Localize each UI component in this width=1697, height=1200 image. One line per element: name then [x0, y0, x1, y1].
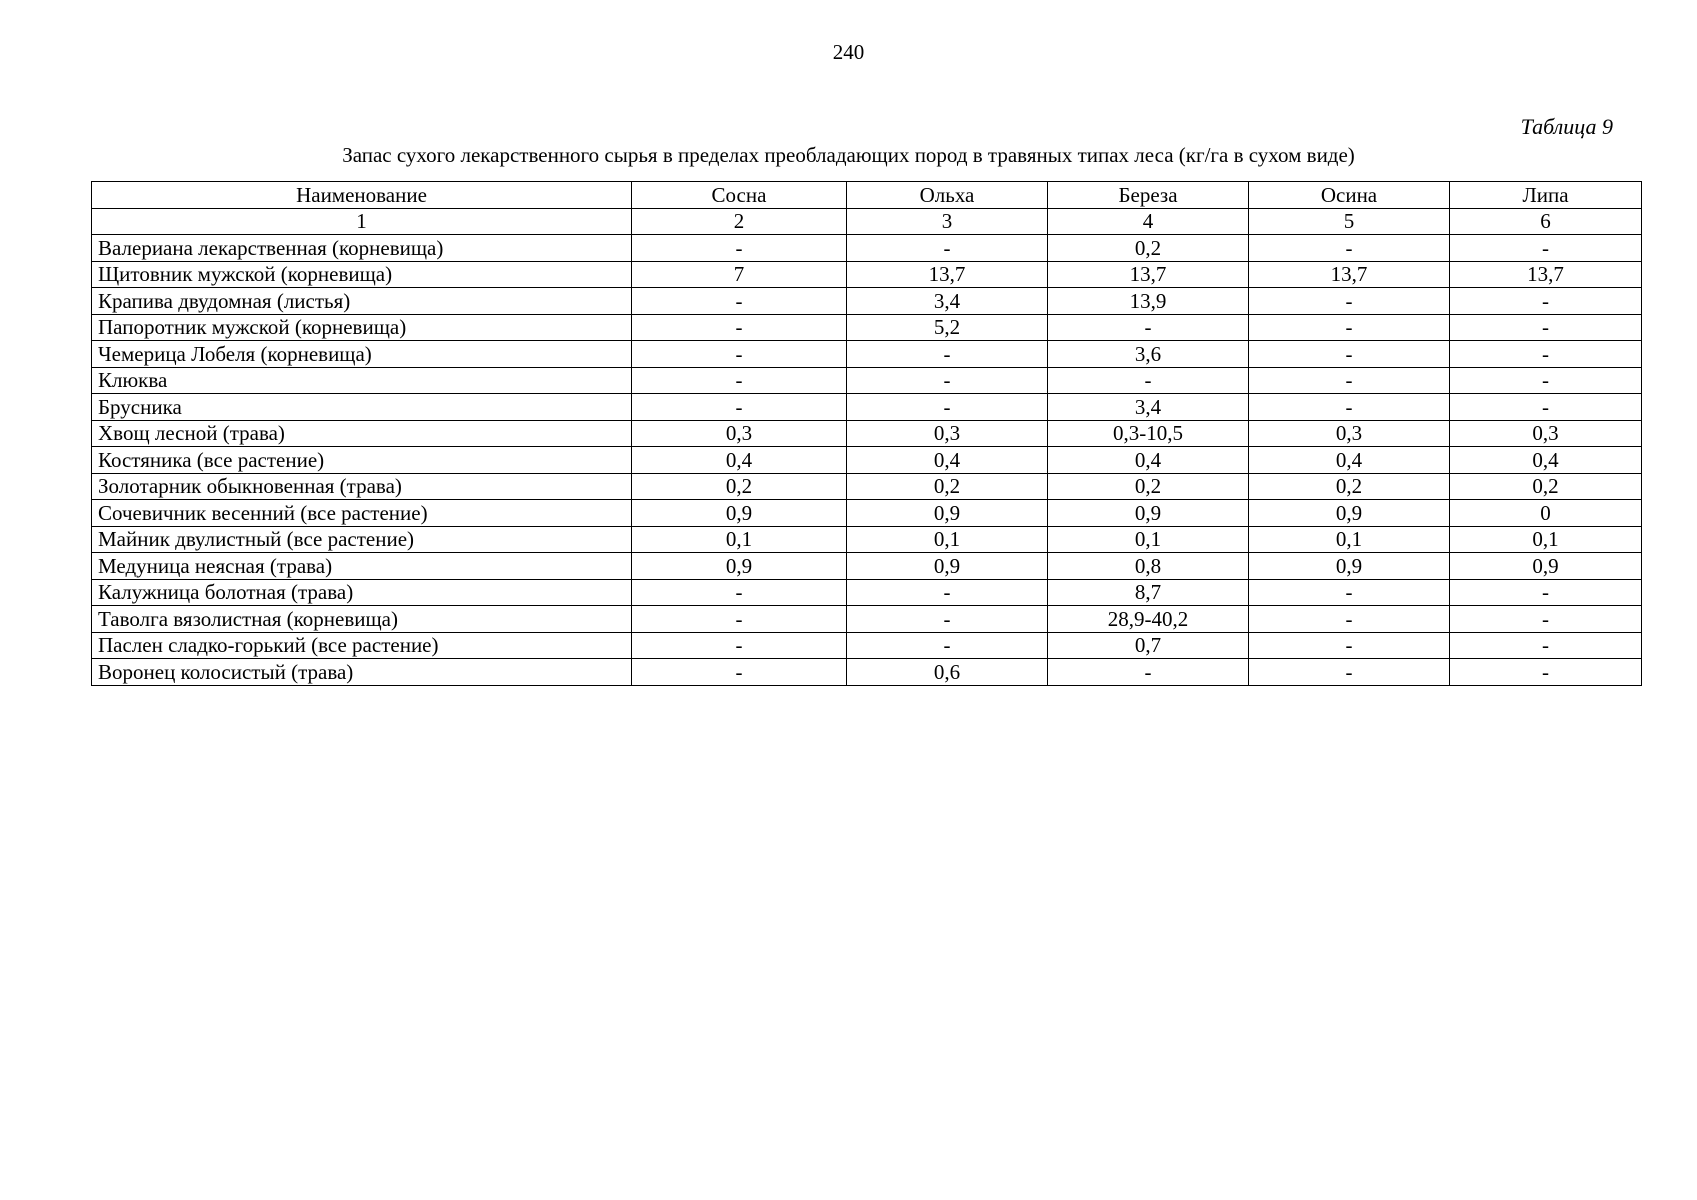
table-row	[92, 632, 1642, 659]
value-cell: 13,7	[1048, 261, 1249, 288]
column-number: 4	[1048, 208, 1249, 235]
value-cell: -	[1450, 632, 1642, 659]
plant-name-cell: Чемерица Лобеля (корневища)	[92, 341, 632, 368]
value-cell: 28,9-40,2	[1048, 606, 1249, 633]
value-cell: 0,1	[1450, 526, 1642, 553]
table-row	[92, 314, 1642, 341]
plant-name-cell: Валериана лекарственная (корневища)	[92, 235, 632, 262]
value-cell: -	[632, 579, 847, 606]
table-row	[92, 500, 1642, 527]
value-cell: -	[1450, 314, 1642, 341]
table-row	[92, 288, 1642, 315]
value-cell: 0,9	[632, 553, 847, 580]
plant-name-cell: Майник двулистный (все растение)	[92, 526, 632, 553]
value-cell: 0,2	[1450, 473, 1642, 500]
value-cell: -	[632, 288, 847, 315]
table-row	[92, 420, 1642, 447]
header-pine: Сосна	[632, 182, 847, 209]
value-cell: -	[1249, 235, 1450, 262]
header-name: Наименование	[92, 182, 632, 209]
value-cell: 0,3	[632, 420, 847, 447]
value-cell: 3,4	[1048, 394, 1249, 421]
value-cell: 0,1	[1048, 526, 1249, 553]
value-cell: -	[1450, 659, 1642, 686]
value-cell: 0,9	[847, 500, 1048, 527]
value-cell: -	[1249, 341, 1450, 368]
plant-name-cell: Таволга вязолистная (корневища)	[92, 606, 632, 633]
value-cell: 13,9	[1048, 288, 1249, 315]
value-cell: -	[847, 579, 1048, 606]
value-cell: 0,1	[632, 526, 847, 553]
value-cell: -	[847, 632, 1048, 659]
value-cell: -	[632, 394, 847, 421]
value-cell: 0,3	[1450, 420, 1642, 447]
value-cell: 0,9	[1249, 500, 1450, 527]
plant-name-cell: Щитовник мужской (корневища)	[92, 261, 632, 288]
value-cell: -	[1450, 606, 1642, 633]
plant-name-cell: Папоротник мужской (корневища)	[92, 314, 632, 341]
value-cell: -	[1249, 394, 1450, 421]
value-cell: 0,9	[847, 553, 1048, 580]
header-aspen: Осина	[1249, 182, 1450, 209]
value-cell: -	[1249, 288, 1450, 315]
table-row	[92, 473, 1642, 500]
plant-name-cell: Костяника (все растение)	[92, 447, 632, 474]
page-number: 240	[832, 40, 865, 64]
value-cell: 0,3-10,5	[1048, 420, 1249, 447]
value-cell: -	[1450, 394, 1642, 421]
value-cell: -	[847, 394, 1048, 421]
value-cell: 0,4	[1450, 447, 1642, 474]
value-cell: 0,2	[1048, 235, 1249, 262]
value-cell: 0,4	[632, 447, 847, 474]
value-cell: 0,4	[1048, 447, 1249, 474]
value-cell: 0,1	[847, 526, 1048, 553]
value-cell: 3,6	[1048, 341, 1249, 368]
value-cell: 0,4	[847, 447, 1048, 474]
plant-name-cell: Золотарник обыкновенная (трава)	[92, 473, 632, 500]
value-cell: -	[1450, 367, 1642, 394]
value-cell: -	[1450, 235, 1642, 262]
value-cell: -	[1048, 367, 1249, 394]
raw-materials-table	[91, 181, 1642, 686]
value-cell: -	[1249, 606, 1450, 633]
value-cell: 0,2	[1048, 473, 1249, 500]
value-cell: 0,8	[1048, 553, 1249, 580]
value-cell: 0,9	[632, 500, 847, 527]
value-cell: 0	[1450, 500, 1642, 527]
value-cell: -	[847, 367, 1048, 394]
table-row	[92, 553, 1642, 580]
value-cell: -	[1249, 659, 1450, 686]
header-linden: Липа	[1450, 182, 1642, 209]
table-row	[92, 367, 1642, 394]
value-cell: -	[1450, 579, 1642, 606]
value-cell: -	[632, 606, 847, 633]
plant-name-cell: Сочевичник весенний (все растение)	[92, 500, 632, 527]
table-row	[92, 235, 1642, 262]
table-row	[92, 606, 1642, 633]
value-cell: 0,9	[1048, 500, 1249, 527]
value-cell: -	[1249, 632, 1450, 659]
plant-name-cell: Воронец колосистый (трава)	[92, 659, 632, 686]
value-cell: 13,7	[847, 261, 1048, 288]
value-cell: 5,2	[847, 314, 1048, 341]
value-cell: 0,4	[1249, 447, 1450, 474]
table-row	[92, 526, 1642, 553]
value-cell: -	[1048, 314, 1249, 341]
value-cell: -	[1450, 288, 1642, 315]
value-cell: -	[1450, 341, 1642, 368]
value-cell: -	[847, 606, 1048, 633]
value-cell: 8,7	[1048, 579, 1249, 606]
value-cell: 0,2	[632, 473, 847, 500]
table-row	[92, 394, 1642, 421]
value-cell: 3,4	[847, 288, 1048, 315]
value-cell: 0,3	[1249, 420, 1450, 447]
plant-name-cell: Медуница неясная (трава)	[92, 553, 632, 580]
table-row	[92, 659, 1642, 686]
value-cell: 7	[632, 261, 847, 288]
value-cell: -	[847, 235, 1048, 262]
value-cell: 0,1	[1249, 526, 1450, 553]
table-body	[92, 235, 1642, 686]
value-cell: -	[1048, 659, 1249, 686]
column-number: 5	[1249, 208, 1450, 235]
table-row	[92, 579, 1642, 606]
value-cell: -	[632, 341, 847, 368]
value-cell: 0,6	[847, 659, 1048, 686]
value-cell: 0,2	[1249, 473, 1450, 500]
value-cell: -	[632, 235, 847, 262]
plant-name-cell: Калужница болотная (трава)	[92, 579, 632, 606]
value-cell: 0,7	[1048, 632, 1249, 659]
table-title: Запас сухого лекарственного сырья в пределах преобладающих пород в травяных типах леса (кг/га в сухом виде)	[342, 143, 1355, 167]
header-row	[92, 182, 1642, 209]
column-number: 1	[92, 208, 632, 235]
table-row	[92, 261, 1642, 288]
value-cell: -	[1249, 579, 1450, 606]
plant-name-cell: Паслен сладко-горький (все растение)	[92, 632, 632, 659]
value-cell: 13,7	[1450, 261, 1642, 288]
value-cell: 13,7	[1249, 261, 1450, 288]
column-number: 2	[632, 208, 847, 235]
header-birch: Береза	[1048, 182, 1249, 209]
column-number: 6	[1450, 208, 1642, 235]
plant-name-cell: Крапива двудомная (листья)	[92, 288, 632, 315]
table-row	[92, 341, 1642, 368]
plant-name-cell: Хвощ лесной (трава)	[92, 420, 632, 447]
value-cell: -	[847, 341, 1048, 368]
header-alder: Ольха	[847, 182, 1048, 209]
column-number-row	[92, 208, 1642, 235]
value-cell: 0,2	[847, 473, 1048, 500]
value-cell: 0,9	[1450, 553, 1642, 580]
table-row	[92, 447, 1642, 474]
value-cell: -	[632, 367, 847, 394]
value-cell: -	[1249, 314, 1450, 341]
value-cell: 0,3	[847, 420, 1048, 447]
value-cell: -	[1249, 367, 1450, 394]
value-cell: 0,9	[1249, 553, 1450, 580]
value-cell: -	[632, 632, 847, 659]
value-cell: -	[632, 659, 847, 686]
column-number: 3	[847, 208, 1048, 235]
plant-name-cell: Клюква	[92, 367, 632, 394]
value-cell: -	[632, 314, 847, 341]
table-label: Таблица 9	[1520, 114, 1613, 139]
plant-name-cell: Брусника	[92, 394, 632, 421]
